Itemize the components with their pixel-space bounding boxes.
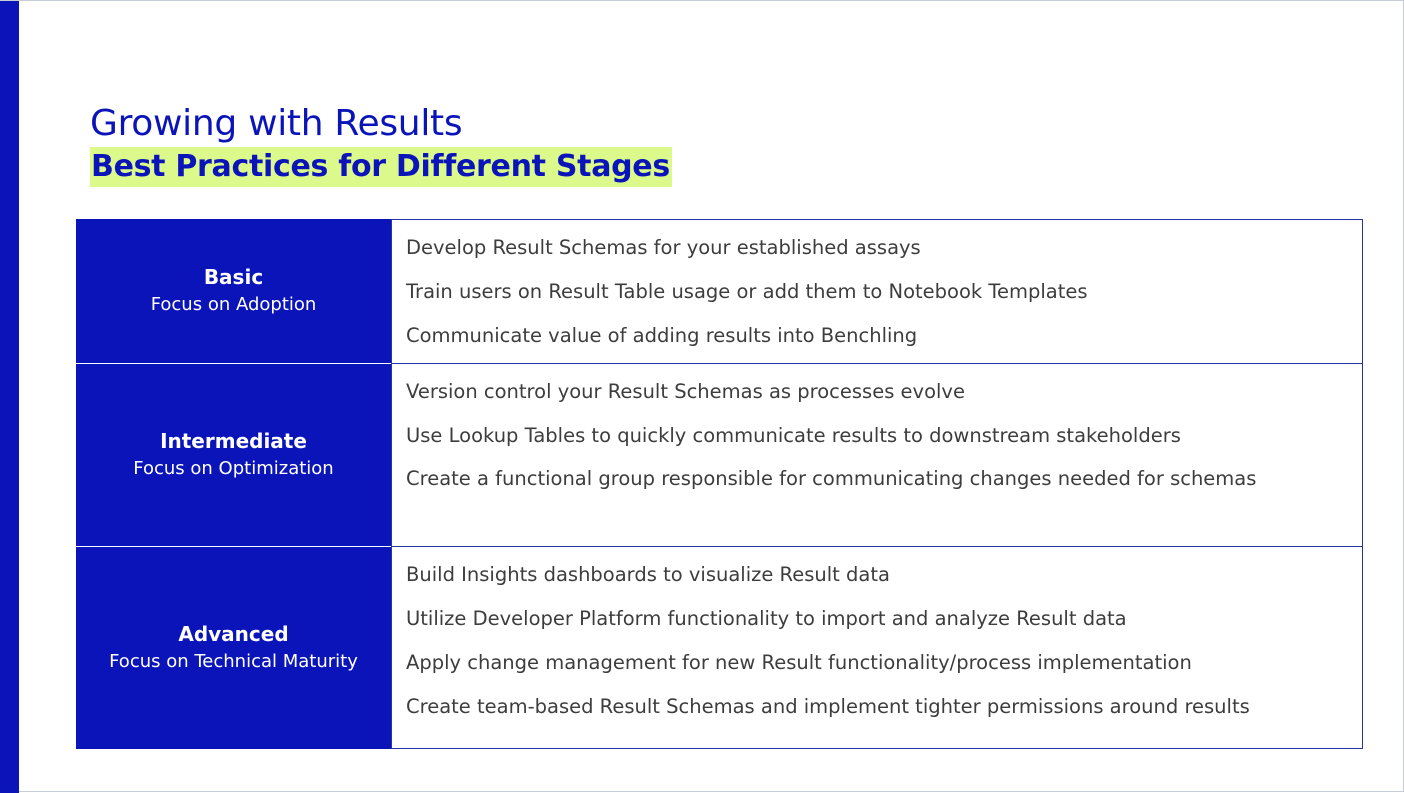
practices-cell-advanced [391, 547, 1363, 749]
stage-focus: Focus on Optimization [133, 458, 334, 479]
slide-subtitle: Best Practices for Different Stages [90, 147, 672, 187]
stage-name: Basic [203, 265, 264, 289]
stage-cell-intermediate [76, 364, 391, 547]
practices-cell-basic [391, 219, 1363, 364]
practice-item: Communicate value of adding results into Benchling [406, 324, 918, 347]
practice-item: Develop Result Schemas for your established assays [406, 236, 921, 259]
practice-item: Apply change management for new Result functionality/process implementation [406, 651, 1192, 674]
practice-item: Create a functional group responsible for communicating changes needed for schemas [406, 467, 1257, 490]
stage-row-advanced [76, 547, 1363, 749]
practice-item: Build Insights dashboards to visualize Result data [406, 563, 890, 586]
accent-bar [0, 1, 19, 793]
stage-name: Intermediate [160, 429, 307, 453]
practice-item: Use Lookup Tables to quickly communicate results to downstream stakeholders [406, 424, 1181, 447]
stage-focus: Focus on Adoption [150, 294, 317, 315]
practice-item: Train users on Result Table usage or add them to Notebook Templates [406, 280, 1088, 303]
stage-cell-basic [76, 219, 391, 364]
practices-cell-intermediate [391, 364, 1363, 547]
stage-cell-advanced [76, 547, 391, 749]
stages-table [76, 219, 1363, 749]
practice-item: Create team-based Result Schemas and implement tighter permissions around results [406, 695, 1250, 718]
slide-title: Growing with Results [90, 103, 463, 144]
stage-focus: Focus on Technical Maturity [109, 651, 358, 672]
stage-row-intermediate [76, 364, 1363, 547]
practice-item: Version control your Result Schemas as processes evolve [406, 380, 965, 403]
stage-name: Advanced [178, 622, 289, 646]
stage-row-basic [76, 219, 1363, 364]
practice-item: Utilize Developer Platform functionality to import and analyze Result data [406, 607, 1127, 630]
